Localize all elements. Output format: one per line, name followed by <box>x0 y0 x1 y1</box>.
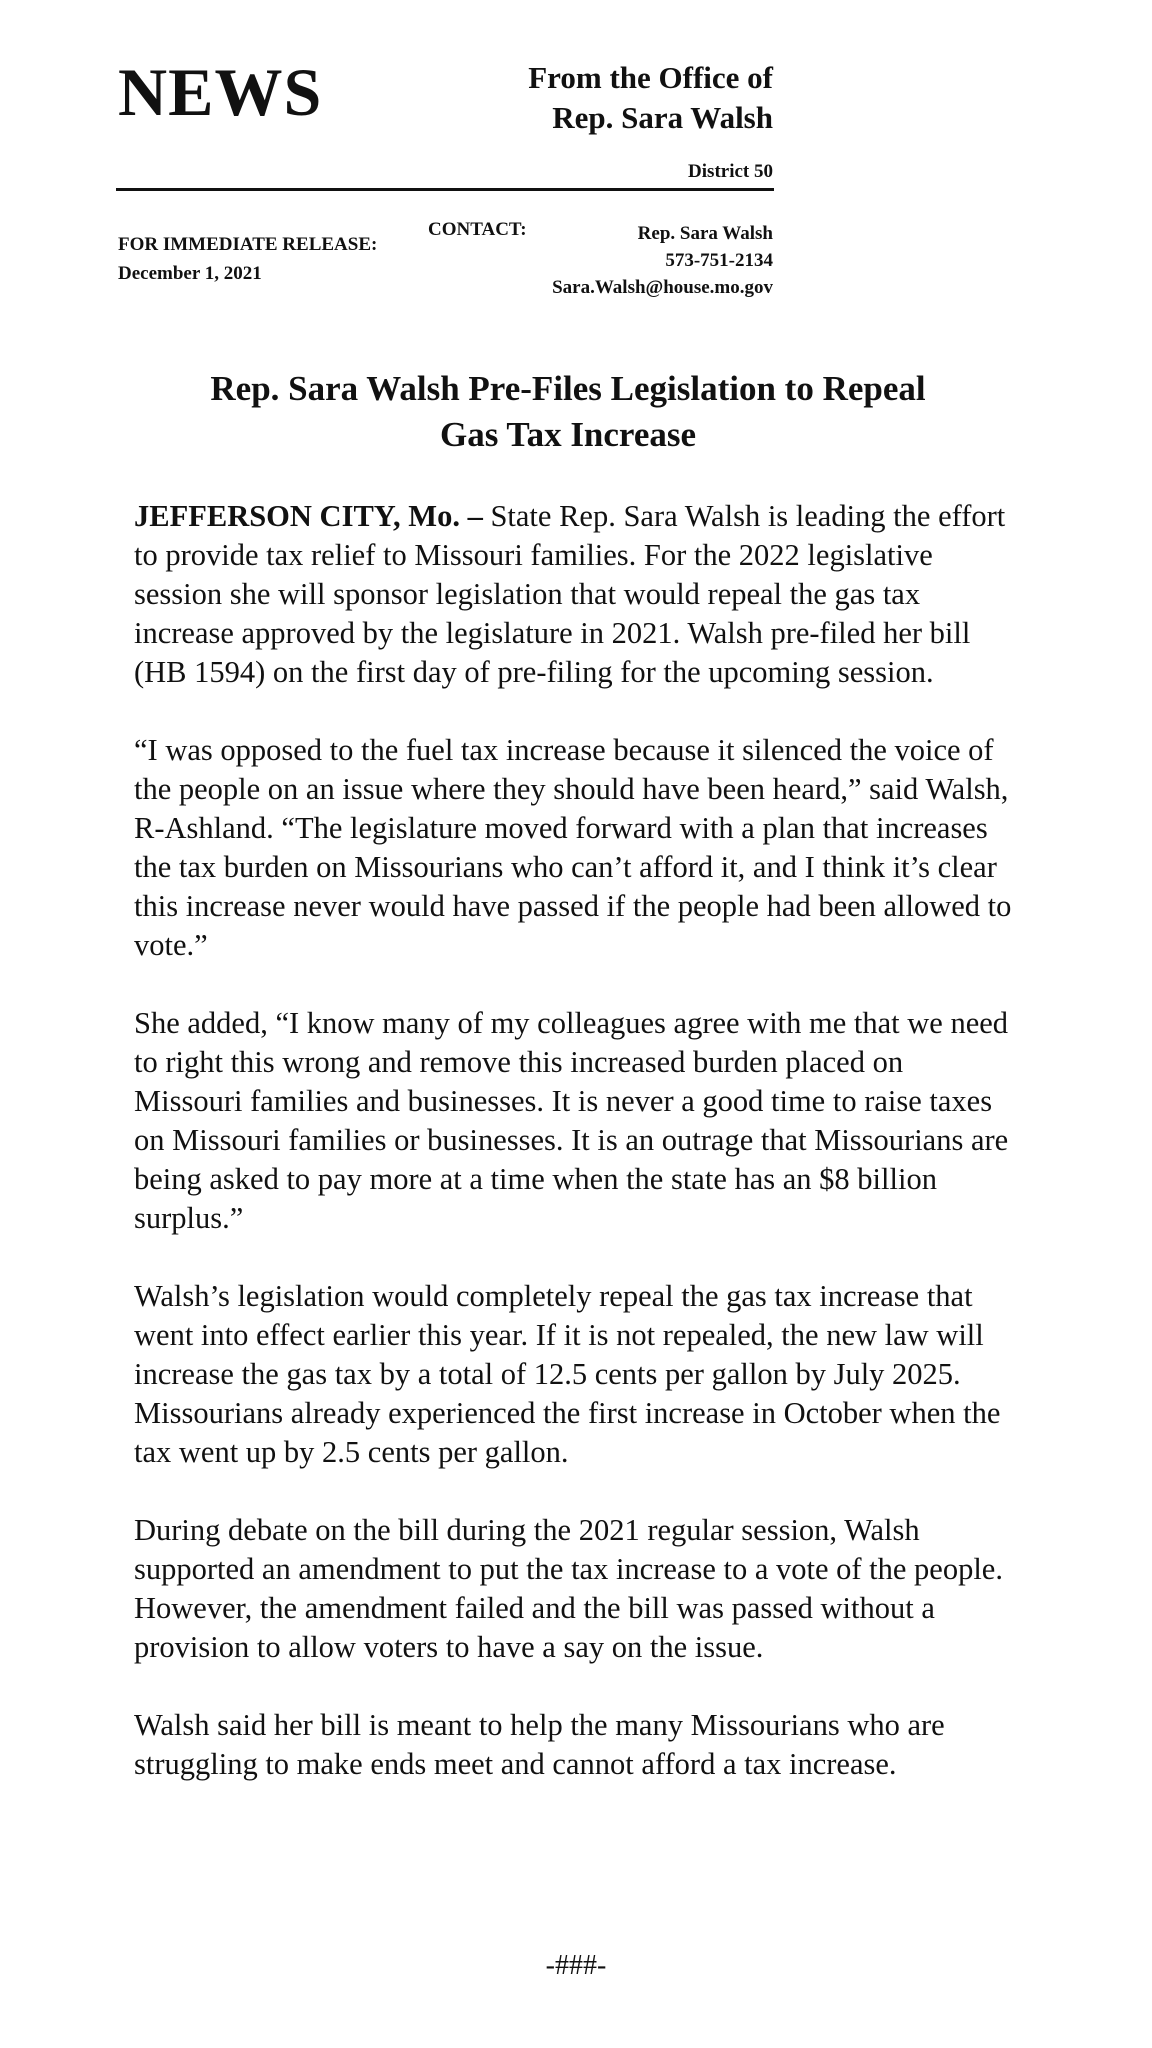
office-line-2: Rep. Sara Walsh <box>552 100 773 135</box>
headline-line-2: Gas Tax Increase <box>439 415 697 454</box>
release-block <box>118 230 377 288</box>
office-line-1: From the Office of <box>528 60 773 95</box>
masthead-office <box>528 58 773 138</box>
dateline: JEFFERSON CITY, Mo. – <box>134 499 483 533</box>
district-label: District 50 <box>688 161 773 182</box>
end-mark: -###- <box>545 1950 607 1981</box>
body-text <box>134 497 1014 1823</box>
contact-name: Rep. Sara Walsh <box>637 223 773 244</box>
headline <box>120 366 1016 458</box>
contact-info <box>552 220 773 301</box>
paragraph-3: She added, “I know many of my colleagues agree with me that we need to right this wrong and remove this increased burden placed on Missouri families and businesses. It is never a good time to raise taxes on Missouri families or businesses. It is an outrage that Missourians are being asked to pay more at a time when the state has an $8 billion surplus.” <box>134 1006 1009 1235</box>
contact-label: CONTACT: <box>428 219 527 240</box>
headline-line-1: Rep. Sara Walsh Pre-Files Legislation to Repeal <box>210 369 926 408</box>
release-label: FOR IMMEDIATE RELEASE: <box>118 234 378 255</box>
paragraph-1-text: State Rep. Sara Walsh is leading the effort to provide tax relief to Missouri families. For the 2022 legislative session she will sponsor legislation that would repeal the gas tax increase approved by the legislature in 2021. Walsh pre-filed her bill (HB 1594) on the first day of pre-filing for the upcoming session. <box>134 499 1006 689</box>
paragraph-1 <box>134 497 1014 692</box>
paragraph-4: Walsh’s legislation would completely repeal the gas tax increase that went into effect earlier this year. If it is not repealed, the new law will increase the gas tax by a total of 12.5 cents per gallon by July 2025. Missourians already experienced the first increase in October when the tax went up by 2.5 cents per gallon. <box>134 1279 1001 1469</box>
contact-email: Sara.Walsh@house.mo.gov <box>552 277 773 298</box>
masthead-news: NEWS <box>118 54 323 130</box>
paragraph-5: During debate on the bill during the 2021 regular session, Walsh supported an amendment to put the tax increase to a vote of the people. However, the amendment failed and the bill was passed without a provision to allow voters to have a say on the issue. <box>134 1513 1003 1664</box>
paragraph-6: Walsh said her bill is meant to help the many Missourians who are struggling to make ends meet and cannot afford a tax increase. <box>134 1708 945 1781</box>
masthead-divider <box>116 188 774 191</box>
contact-phone: 573-751-2134 <box>665 250 773 271</box>
release-date: December 1, 2021 <box>118 263 262 284</box>
paragraph-2: “I was opposed to the fuel tax increase because it silenced the voice of the people on an issue where they should have been heard,” said Walsh, R-Ashland. “The legislature moved forward with a plan that increases the tax burden on Missourians who can’t afford it, and I think it’s clear this increase never would have passed if the people had been allowed to vote.” <box>134 733 1012 962</box>
